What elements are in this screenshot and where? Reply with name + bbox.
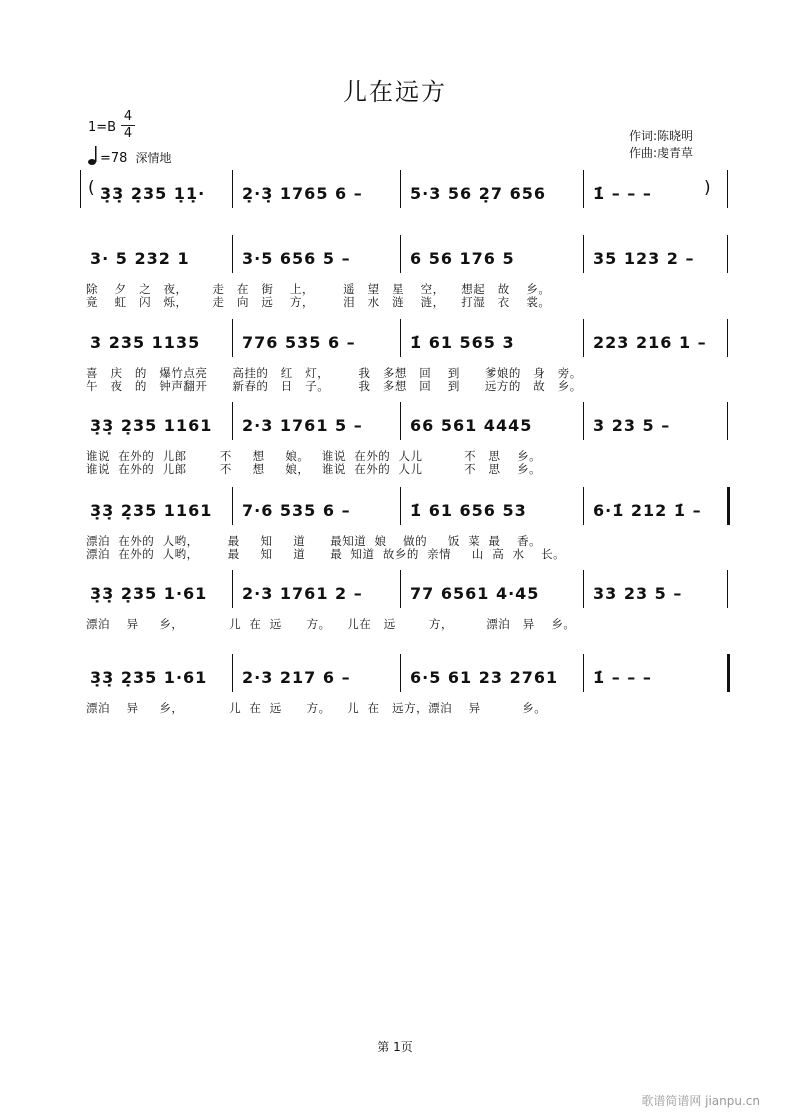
barline [232, 487, 233, 525]
measure: 1̇ – – – [593, 183, 652, 203]
measure: 6 56 176 5 [410, 248, 515, 268]
tempo-marking [88, 144, 171, 166]
open-paren: ( [88, 178, 95, 198]
barline [727, 654, 730, 692]
measure: 35 123 2 – [593, 248, 695, 268]
notes-row [80, 327, 730, 367]
measure: 3̣3̣ 2̣35 1161 [90, 500, 213, 520]
credits [629, 128, 693, 162]
barline [232, 402, 233, 440]
barline [232, 570, 233, 608]
measure: 776 535 6 – [242, 332, 356, 352]
barline [400, 402, 401, 440]
lyric-line: 午 夜 的 钟声翻开 新春的 日 子。 我 多想 回 到 远方的 故 乡。 [86, 379, 582, 393]
measure: 3̣3̣ 2̣35 1161 [90, 415, 213, 435]
measure: 77 6561 4·45 [410, 583, 540, 603]
barline [400, 235, 401, 273]
lyric-line: 谁说 在外的 儿郎 不 想 娘。 谁说 在外的 人儿 不 思 乡。 [86, 449, 542, 463]
measure: 3̣3̣ 2̣35 1·61 [90, 667, 208, 687]
measure: 3·5 656 5 – [242, 248, 351, 268]
barline [232, 654, 233, 692]
measure: 2·3 217 6 – [242, 667, 351, 687]
barline [727, 487, 730, 525]
measure: 3 235 1135 [90, 332, 201, 352]
watermark: 歌谱简谱网 jianpu.cn [641, 1094, 760, 1108]
barline [583, 235, 584, 273]
expression-mark: 深情地 [135, 151, 172, 165]
measure: 3̣3̣ 2̣35 1̣1̣· [100, 183, 206, 203]
key-signature: 1=B [88, 120, 117, 135]
close-paren: ) [704, 178, 711, 198]
measure: 5·3 56 2̣7 656 [410, 183, 546, 203]
barline [727, 170, 728, 208]
barline [400, 570, 401, 608]
lyric-line: 漂泊 异 乡， 儿 在 远 方。 儿在 远 方， 漂泊 异 乡。 [86, 617, 576, 631]
barline [232, 235, 233, 273]
measure: 223 216 1 – [593, 332, 707, 352]
measure: 6·1̇ 212 1̇ – [593, 500, 702, 520]
lyricist: 作词:陈晓明 [629, 129, 694, 143]
measure: 66 561 4445 [410, 415, 533, 435]
lyric-line: 喜 庆 的 爆竹点亮 高挂的 红 灯， 我 多想 回 到 爹娘的 身 旁。 [86, 366, 582, 380]
lyric-line: 除 夕 之 夜， 走 在 街 上， 遥 望 星 空， 想起 故 乡。 [86, 282, 551, 296]
measure: 3 23 5 – [593, 415, 671, 435]
notes-row [80, 495, 730, 535]
measure: 3· 5 232 1 [90, 248, 190, 268]
barline [232, 170, 233, 208]
measure: 1̇ 61 565 3 [410, 332, 515, 352]
lyric-line: 谁说 在外的 儿郎 不 想 娘， 谁说 在外的 人儿 不 思 乡。 [86, 462, 542, 476]
measure: 3̣3̣ 2̣35 1·61 [90, 583, 208, 603]
barline [583, 170, 584, 208]
measure: 7·6 535 6 – [242, 500, 351, 520]
time-signature [121, 110, 135, 141]
composer: 作曲:虔青草 [629, 146, 694, 160]
lyric-line: 漂泊 异 乡， 儿 在 远 方。 儿 在 远方，漂泊 异 乡。 [86, 701, 547, 715]
barline [727, 570, 728, 608]
lyric-line: 漂泊 在外的 人哟， 最 知 道 最 知道 故乡的 亲情 山 高 水 长。 [86, 547, 566, 561]
barline [583, 570, 584, 608]
notes-row [80, 243, 730, 283]
barline [583, 319, 584, 357]
barline [400, 170, 401, 208]
barline [583, 654, 584, 692]
lyric-line: 漂泊 在外的 人哟， 最 知 道 最知道 娘 做的 饭 菜 最 香。 [86, 534, 542, 548]
quarter-note-icon [88, 144, 98, 166]
notes-row [80, 178, 730, 218]
barline [727, 319, 728, 357]
barline [583, 487, 584, 525]
page-number: 第 1页 [377, 1040, 413, 1054]
tempo-value: =78 [100, 151, 128, 166]
notes-row [80, 578, 730, 618]
notes-row [80, 662, 730, 702]
measure: 1̇ 61 656 53 [410, 500, 527, 520]
song-title: 儿在远方 [343, 78, 447, 106]
measure: 6·5 61 23 2761 [410, 667, 559, 687]
barline [400, 319, 401, 357]
barline [583, 402, 584, 440]
time-top: 4 [123, 109, 133, 124]
measure: 2·3 1761 2 – [242, 583, 363, 603]
lyric-line: 竟 虹 闪 烁， 走 向 远 方， 泪 水 涟 涟， 打湿 衣 裳。 [86, 295, 551, 309]
barline [727, 402, 728, 440]
time-bottom: 4 [123, 126, 133, 141]
measure: 2̣·3̣ 1765 6 – [242, 183, 363, 203]
measure: 2·3 1761 5 – [242, 415, 363, 435]
barline [400, 654, 401, 692]
barline [727, 235, 728, 273]
notes-row [80, 410, 730, 450]
measure: 33 23 5 – [593, 583, 683, 603]
measure: 1̇ – – – [593, 667, 652, 687]
barline [80, 170, 81, 208]
barline [232, 319, 233, 357]
barline [400, 487, 401, 525]
